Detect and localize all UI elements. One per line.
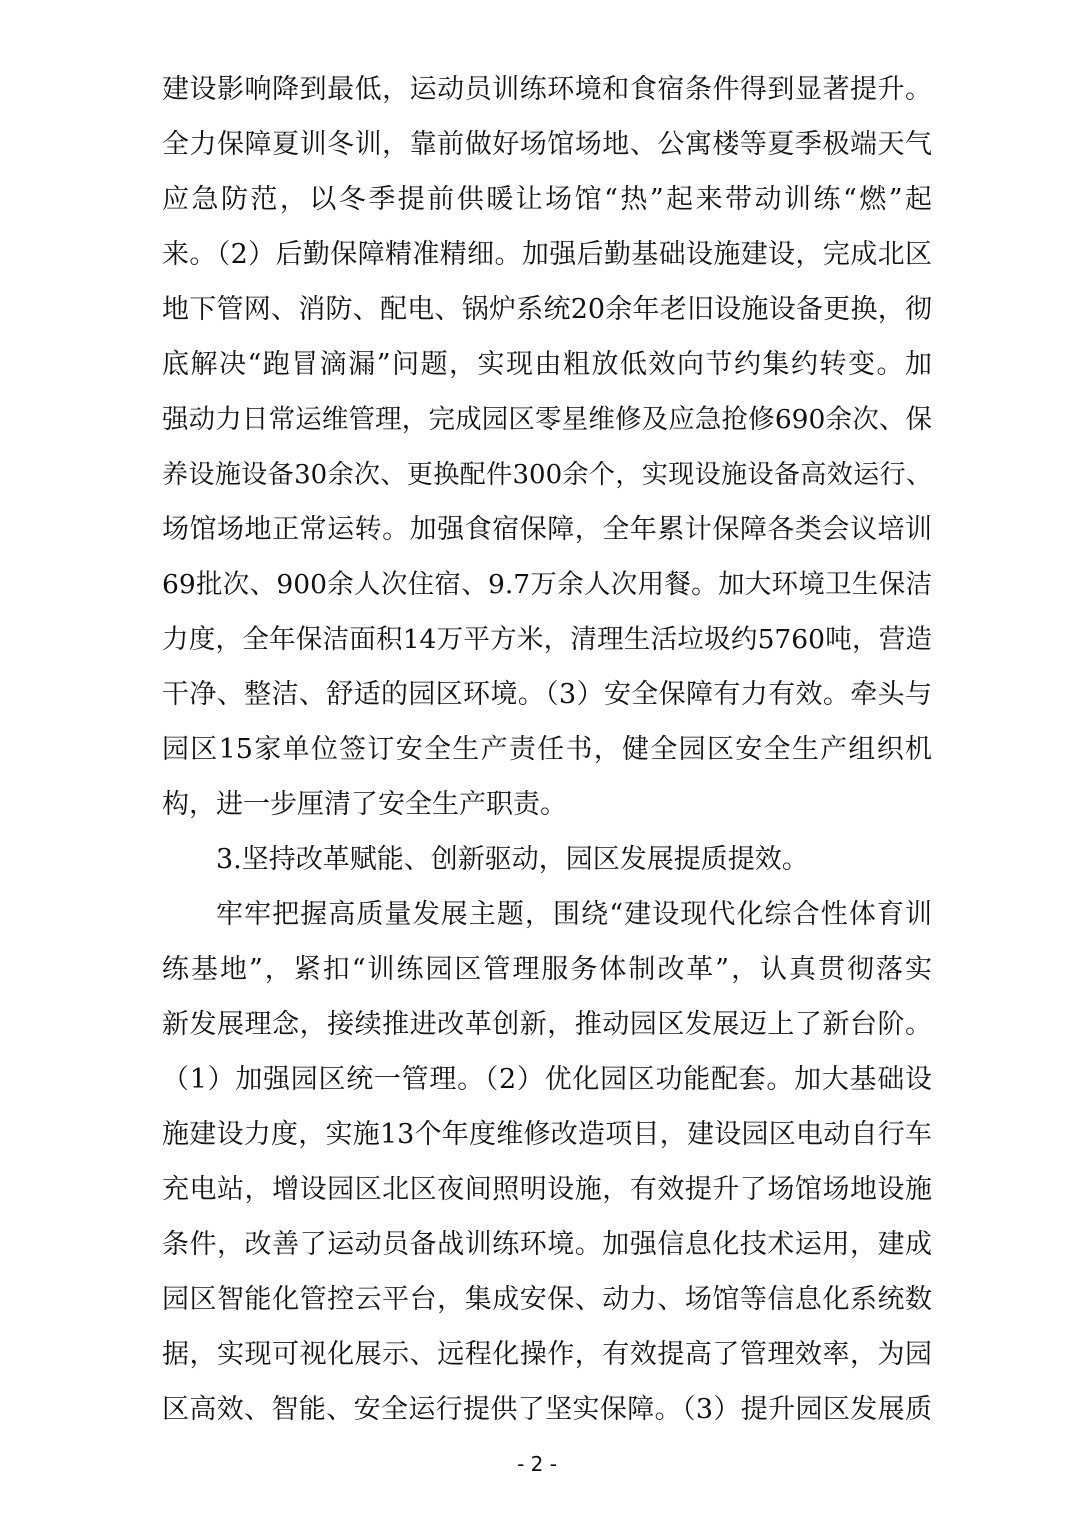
body-text-line: 69批次、900余人次住宿、9.7万余人次用餐。加大环境卫生保洁 (162, 569, 932, 600)
section-heading: 3.坚持改革赋能、创新驱动，园区发展提质提效。 (216, 844, 809, 875)
body-text-line: 充电站，增设园区北区夜间照明设施，有效提升了场馆场地设施 (162, 1174, 932, 1205)
body-text-line: 条件，改善了运动员备战训练环境。加强信息化技术运用，建成 (162, 1229, 932, 1260)
body-text-line: 区高效、智能、安全运行提供了坚实保障。（3）提升园区发展质 (162, 1394, 932, 1425)
body-text-line: 场馆场地正常运转。加强食宿保障，全年累计保障各类会议培训 (162, 514, 932, 545)
body-text-line: 全力保障夏训冬训，靠前做好场馆场地、公寓楼等夏季极端天气 (162, 129, 932, 160)
body-text-line: 构，进一步厘清了安全生产职责。 (162, 789, 567, 820)
body-text-line: 牢牢把握高质量发展主题，围绕“建设现代化综合性体育训 (216, 899, 932, 930)
body-text-line: 强动力日常运维管理，完成园区零星维修及应急抢修690余次、保 (162, 404, 932, 435)
body-text-line: 力度，全年保洁面积14万平方米，清理生活垃圾约5760吨，营造 (162, 624, 932, 655)
body-text-line: 应急防范，以冬季提前供暖让场馆“热”起来带动训练“燃”起 (162, 184, 932, 215)
body-text-line: （1）加强园区统一管理。（2）优化园区功能配套。加大基础设 (162, 1064, 932, 1095)
body-text-line: 来。（2）后勤保障精准精细。加强后勤基础设施建设，完成北区 (162, 239, 932, 270)
body-text-line: 据，实现可视化展示、远程化操作，有效提高了管理效率，为园 (162, 1339, 932, 1370)
body-text-line: 练基地”，紧扣“训练园区管理服务体制改革”，认真贯彻落实 (162, 954, 932, 985)
body-text-line: 干净、整洁、舒适的园区环境。（3）安全保障有力有效。牵头与 (162, 679, 932, 710)
body-text-line: 建设影响降到最低，运动员训练环境和食宿条件得到显著提升。 (162, 74, 932, 105)
body-text-line: 地下管网、消防、配电、锅炉系统20余年老旧设施设备更换，彻 (162, 294, 932, 325)
body-text-line: 园区15家单位签订安全生产责任书，健全园区安全生产组织机 (162, 734, 932, 765)
page-number: - 2 - (517, 1452, 557, 1476)
body-text-line: 底解决“跑冒滴漏”问题，实现由粗放低效向节约集约转变。加 (162, 349, 932, 380)
body-text-line: 园区智能化管控云平台，集成安保、动力、场馆等信息化系统数 (162, 1284, 932, 1315)
body-text-line: 新发展理念，接续推进改革创新，推动园区发展迈上了新台阶。 (162, 1009, 932, 1040)
body-text-line: 施建设力度，实施13个年度维修改造项目，建设园区电动自行车 (162, 1119, 932, 1150)
body-text-line: 养设施设备30余次、更换配件300余个，实现设施设备高效运行、 (162, 460, 932, 490)
